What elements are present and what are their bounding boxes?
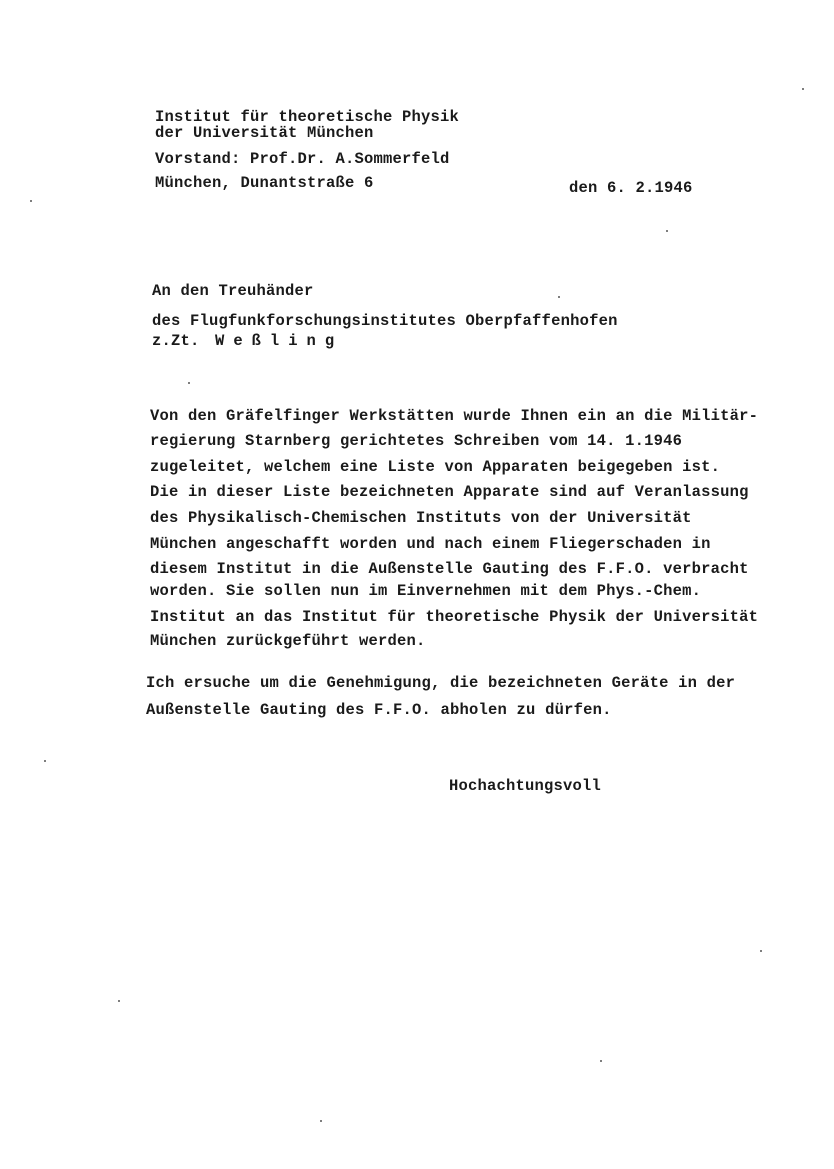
scan-speck	[118, 1000, 120, 1002]
scan-speck	[188, 382, 190, 384]
scan-speck	[600, 1060, 602, 1062]
recipient-location	[152, 334, 343, 350]
body-line: zugeleitet, welchem eine Liste von Apparaten beigegeben ist.	[150, 458, 721, 476]
scan-speck	[30, 200, 32, 202]
scan-speck	[802, 88, 804, 90]
letterhead-address: München, Dunantstraße 6	[155, 174, 374, 192]
scan-speck	[44, 760, 46, 762]
scan-speck	[666, 230, 668, 232]
letter-date: den 6. 2.1946	[569, 179, 693, 197]
scan-speck	[320, 1120, 322, 1122]
letterhead-director: Vorstand: Prof.Dr. A.Sommerfeld	[155, 150, 450, 168]
body-line: Außenstelle Gauting des F.F.O. abholen zu dürfen.	[146, 701, 612, 719]
body-line: München angeschafft worden und nach einem Fliegerschaden in	[150, 535, 711, 553]
body-line: worden. Sie sollen nun im Einvernehmen mit dem Phys.-Chem.	[150, 582, 702, 600]
recipient-institute: des Flugfunkforschungsinstitutes Oberpfaffenhofen	[152, 312, 618, 330]
body-line: Die in dieser Liste bezeichneten Apparate sind auf Veranlassung	[150, 483, 749, 501]
recipient-location-place: Weßling	[215, 332, 344, 350]
recipient-location-prefix: z.Zt.	[152, 332, 200, 350]
body-line: Ich ersuche um die Genehmigung, die bezeichneten Geräte in der	[146, 674, 736, 692]
body-line: des Physikalisch-Chemischen Instituts von der Universität	[150, 509, 692, 527]
letterhead-university: der Universität München	[155, 124, 374, 142]
closing-salutation: Hochachtungsvoll	[449, 777, 602, 795]
recipient-title: An den Treuhänder	[152, 282, 314, 300]
body-line: Institut an das Institut für theoretische Physik der Universität	[150, 608, 759, 626]
scan-speck	[760, 950, 762, 952]
letterhead-institute: Institut für theoretische Physik	[155, 108, 460, 126]
body-line: Von den Gräfelfinger Werkstätten wurde Ihnen ein an die Militär-	[150, 407, 759, 425]
body-line: München zurückgeführt werden.	[150, 632, 426, 650]
scan-speck	[558, 296, 560, 298]
body-line: diesem Institut in die Außenstelle Gauting des F.F.O. verbracht	[150, 560, 749, 578]
body-line: regierung Starnberg gerichtetes Schreiben vom 14. 1.1946	[150, 432, 683, 450]
